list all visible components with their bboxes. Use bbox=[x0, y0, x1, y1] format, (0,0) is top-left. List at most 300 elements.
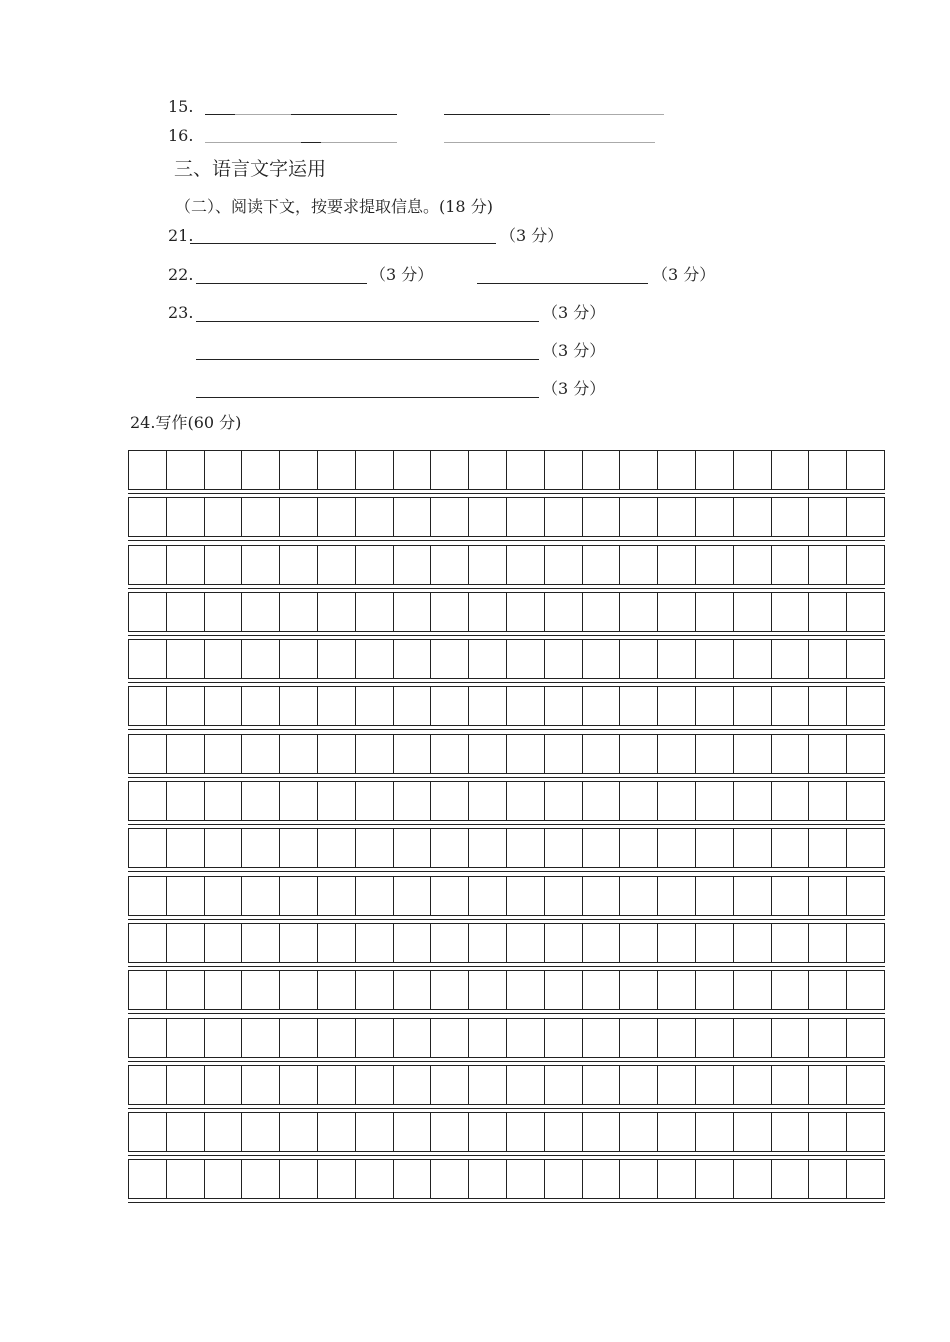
grid-cell[interactable] bbox=[318, 877, 356, 915]
grid-cell[interactable] bbox=[431, 640, 469, 678]
grid-cell[interactable] bbox=[507, 1066, 545, 1104]
grid-cell[interactable] bbox=[318, 498, 356, 536]
grid-cell[interactable] bbox=[280, 640, 318, 678]
q15-answer-line-1c[interactable] bbox=[291, 114, 397, 115]
grid-cell[interactable] bbox=[469, 640, 507, 678]
grid-cell[interactable] bbox=[356, 640, 394, 678]
grid-cell[interactable] bbox=[167, 593, 205, 631]
grid-cell[interactable] bbox=[545, 971, 583, 1009]
grid-cell[interactable] bbox=[772, 451, 810, 489]
grid-cell[interactable] bbox=[734, 1113, 772, 1151]
grid-cell[interactable] bbox=[205, 546, 243, 584]
grid-cell[interactable] bbox=[847, 1113, 884, 1151]
grid-cell[interactable] bbox=[280, 735, 318, 773]
grid-cell[interactable] bbox=[356, 1113, 394, 1151]
grid-cell[interactable] bbox=[507, 971, 545, 1009]
grid-cell[interactable] bbox=[583, 451, 621, 489]
grid-cell[interactable] bbox=[507, 1113, 545, 1151]
grid-cell[interactable] bbox=[620, 687, 658, 725]
grid-cell[interactable] bbox=[205, 782, 243, 820]
grid-cell[interactable] bbox=[772, 498, 810, 536]
grid-cell[interactable] bbox=[356, 782, 394, 820]
grid-cell[interactable] bbox=[242, 1160, 280, 1198]
grid-cell[interactable] bbox=[772, 593, 810, 631]
grid-cell[interactable] bbox=[583, 829, 621, 867]
grid-cell[interactable] bbox=[772, 924, 810, 962]
grid-cell[interactable] bbox=[545, 1113, 583, 1151]
grid-cell[interactable] bbox=[167, 1160, 205, 1198]
q21-answer-line[interactable] bbox=[190, 243, 496, 244]
grid-cell[interactable] bbox=[205, 640, 243, 678]
grid-cell[interactable] bbox=[167, 1066, 205, 1104]
grid-cell[interactable] bbox=[129, 593, 167, 631]
grid-cell[interactable] bbox=[129, 1113, 167, 1151]
grid-cell[interactable] bbox=[431, 1019, 469, 1057]
grid-cell[interactable] bbox=[696, 1066, 734, 1104]
grid-cell[interactable] bbox=[394, 1066, 432, 1104]
grid-cell[interactable] bbox=[696, 451, 734, 489]
grid-cell[interactable] bbox=[280, 829, 318, 867]
grid-cell[interactable] bbox=[545, 829, 583, 867]
grid-cell[interactable] bbox=[809, 546, 847, 584]
grid-cell[interactable] bbox=[431, 451, 469, 489]
grid-cell[interactable] bbox=[507, 735, 545, 773]
grid-cell[interactable] bbox=[658, 593, 696, 631]
grid-cell[interactable] bbox=[469, 451, 507, 489]
grid-cell[interactable] bbox=[356, 1019, 394, 1057]
grid-cell[interactable] bbox=[394, 546, 432, 584]
q15-answer-line-1a[interactable] bbox=[205, 114, 235, 115]
grid-cell[interactable] bbox=[280, 498, 318, 536]
grid-cell[interactable] bbox=[772, 1113, 810, 1151]
grid-cell[interactable] bbox=[696, 1160, 734, 1198]
grid-cell[interactable] bbox=[734, 829, 772, 867]
grid-cell[interactable] bbox=[620, 829, 658, 867]
q16-answer-line-2[interactable] bbox=[444, 142, 655, 143]
q22-answer-line-1[interactable] bbox=[196, 283, 367, 284]
grid-cell[interactable] bbox=[734, 735, 772, 773]
grid-cell[interactable] bbox=[734, 782, 772, 820]
grid-cell[interactable] bbox=[772, 687, 810, 725]
grid-cell[interactable] bbox=[318, 1113, 356, 1151]
grid-cell[interactable] bbox=[583, 924, 621, 962]
grid-cell[interactable] bbox=[734, 687, 772, 725]
grid-cell[interactable] bbox=[696, 924, 734, 962]
grid-cell[interactable] bbox=[431, 593, 469, 631]
grid-cell[interactable] bbox=[205, 971, 243, 1009]
grid-cell[interactable] bbox=[167, 451, 205, 489]
grid-cell[interactable] bbox=[658, 546, 696, 584]
grid-cell[interactable] bbox=[431, 687, 469, 725]
grid-cell[interactable] bbox=[318, 451, 356, 489]
grid-cell[interactable] bbox=[394, 735, 432, 773]
q16-answer-line-1b[interactable] bbox=[301, 142, 321, 143]
grid-cell[interactable] bbox=[469, 1160, 507, 1198]
grid-cell[interactable] bbox=[734, 971, 772, 1009]
grid-cell[interactable] bbox=[431, 1160, 469, 1198]
grid-cell[interactable] bbox=[394, 1019, 432, 1057]
grid-cell[interactable] bbox=[242, 971, 280, 1009]
grid-cell[interactable] bbox=[356, 877, 394, 915]
grid-cell[interactable] bbox=[242, 829, 280, 867]
grid-cell[interactable] bbox=[809, 1113, 847, 1151]
grid-cell[interactable] bbox=[809, 1019, 847, 1057]
grid-cell[interactable] bbox=[242, 1113, 280, 1151]
grid-cell[interactable] bbox=[583, 1160, 621, 1198]
grid-cell[interactable] bbox=[809, 498, 847, 536]
grid-cell[interactable] bbox=[356, 735, 394, 773]
grid-cell[interactable] bbox=[129, 782, 167, 820]
grid-cell[interactable] bbox=[469, 546, 507, 584]
grid-cell[interactable] bbox=[545, 1160, 583, 1198]
grid-cell[interactable] bbox=[734, 1019, 772, 1057]
grid-cell[interactable] bbox=[242, 877, 280, 915]
grid-cell[interactable] bbox=[545, 1019, 583, 1057]
grid-cell[interactable] bbox=[280, 546, 318, 584]
grid-cell[interactable] bbox=[431, 735, 469, 773]
grid-cell[interactable] bbox=[734, 877, 772, 915]
grid-cell[interactable] bbox=[734, 924, 772, 962]
grid-cell[interactable] bbox=[847, 498, 884, 536]
grid-cell[interactable] bbox=[167, 687, 205, 725]
q15-answer-line-1b[interactable] bbox=[235, 114, 291, 115]
grid-cell[interactable] bbox=[658, 829, 696, 867]
grid-cell[interactable] bbox=[242, 640, 280, 678]
grid-cell[interactable] bbox=[318, 924, 356, 962]
grid-cell[interactable] bbox=[356, 829, 394, 867]
grid-cell[interactable] bbox=[205, 1066, 243, 1104]
grid-cell[interactable] bbox=[242, 546, 280, 584]
grid-cell[interactable] bbox=[545, 451, 583, 489]
grid-cell[interactable] bbox=[205, 1019, 243, 1057]
grid-cell[interactable] bbox=[431, 1066, 469, 1104]
grid-cell[interactable] bbox=[696, 877, 734, 915]
grid-cell[interactable] bbox=[772, 782, 810, 820]
grid-cell[interactable] bbox=[318, 829, 356, 867]
grid-cell[interactable] bbox=[545, 924, 583, 962]
grid-cell[interactable] bbox=[583, 687, 621, 725]
grid-cell[interactable] bbox=[620, 735, 658, 773]
grid-cell[interactable] bbox=[847, 687, 884, 725]
grid-cell[interactable] bbox=[847, 1066, 884, 1104]
grid-cell[interactable] bbox=[469, 687, 507, 725]
grid-cell[interactable] bbox=[809, 1066, 847, 1104]
grid-cell[interactable] bbox=[431, 1113, 469, 1151]
grid-cell[interactable] bbox=[583, 640, 621, 678]
grid-cell[interactable] bbox=[129, 687, 167, 725]
grid-cell[interactable] bbox=[280, 451, 318, 489]
grid-cell[interactable] bbox=[696, 546, 734, 584]
grid-cell[interactable] bbox=[734, 640, 772, 678]
grid-cell[interactable] bbox=[280, 1113, 318, 1151]
grid-cell[interactable] bbox=[356, 971, 394, 1009]
grid-cell[interactable] bbox=[507, 498, 545, 536]
grid-cell[interactable] bbox=[507, 593, 545, 631]
grid-cell[interactable] bbox=[167, 498, 205, 536]
grid-cell[interactable] bbox=[658, 877, 696, 915]
grid-cell[interactable] bbox=[280, 687, 318, 725]
grid-cell[interactable] bbox=[318, 593, 356, 631]
grid-cell[interactable] bbox=[205, 1113, 243, 1151]
grid-cell[interactable] bbox=[545, 546, 583, 584]
grid-cell[interactable] bbox=[583, 546, 621, 584]
grid-cell[interactable] bbox=[809, 971, 847, 1009]
grid-cell[interactable] bbox=[847, 735, 884, 773]
grid-cell[interactable] bbox=[734, 546, 772, 584]
grid-cell[interactable] bbox=[205, 1160, 243, 1198]
grid-cell[interactable] bbox=[696, 1019, 734, 1057]
grid-cell[interactable] bbox=[394, 1113, 432, 1151]
grid-cell[interactable] bbox=[583, 1019, 621, 1057]
grid-cell[interactable] bbox=[696, 640, 734, 678]
q23-answer-line-2[interactable] bbox=[196, 359, 539, 360]
grid-cell[interactable] bbox=[620, 924, 658, 962]
grid-cell[interactable] bbox=[620, 546, 658, 584]
grid-cell[interactable] bbox=[280, 1019, 318, 1057]
grid-cell[interactable] bbox=[167, 735, 205, 773]
grid-cell[interactable] bbox=[809, 829, 847, 867]
grid-cell[interactable] bbox=[809, 924, 847, 962]
grid-cell[interactable] bbox=[280, 877, 318, 915]
grid-cell[interactable] bbox=[772, 1066, 810, 1104]
grid-cell[interactable] bbox=[507, 877, 545, 915]
grid-cell[interactable] bbox=[847, 971, 884, 1009]
grid-cell[interactable] bbox=[469, 829, 507, 867]
grid-cell[interactable] bbox=[620, 593, 658, 631]
grid-cell[interactable] bbox=[129, 1019, 167, 1057]
grid-cell[interactable] bbox=[394, 451, 432, 489]
grid-cell[interactable] bbox=[772, 829, 810, 867]
grid-cell[interactable] bbox=[809, 451, 847, 489]
grid-cell[interactable] bbox=[658, 498, 696, 536]
grid-cell[interactable] bbox=[696, 1113, 734, 1151]
grid-cell[interactable] bbox=[394, 593, 432, 631]
grid-cell[interactable] bbox=[431, 546, 469, 584]
grid-cell[interactable] bbox=[318, 1019, 356, 1057]
grid-cell[interactable] bbox=[356, 687, 394, 725]
grid-cell[interactable] bbox=[809, 735, 847, 773]
grid-cell[interactable] bbox=[658, 924, 696, 962]
grid-cell[interactable] bbox=[620, 451, 658, 489]
grid-cell[interactable] bbox=[658, 1066, 696, 1104]
grid-cell[interactable] bbox=[809, 877, 847, 915]
grid-cell[interactable] bbox=[545, 593, 583, 631]
grid-cell[interactable] bbox=[394, 877, 432, 915]
grid-cell[interactable] bbox=[167, 546, 205, 584]
composition-grid[interactable] bbox=[128, 450, 885, 1207]
grid-cell[interactable] bbox=[431, 498, 469, 536]
grid-cell[interactable] bbox=[809, 1160, 847, 1198]
grid-cell[interactable] bbox=[620, 782, 658, 820]
grid-cell[interactable] bbox=[583, 735, 621, 773]
grid-cell[interactable] bbox=[583, 782, 621, 820]
grid-cell[interactable] bbox=[772, 640, 810, 678]
grid-cell[interactable] bbox=[847, 782, 884, 820]
grid-cell[interactable] bbox=[507, 829, 545, 867]
grid-cell[interactable] bbox=[507, 451, 545, 489]
grid-cell[interactable] bbox=[318, 971, 356, 1009]
q16-answer-line-1c[interactable] bbox=[321, 142, 397, 143]
grid-cell[interactable] bbox=[167, 924, 205, 962]
grid-cell[interactable] bbox=[242, 451, 280, 489]
grid-cell[interactable] bbox=[583, 877, 621, 915]
grid-cell[interactable] bbox=[431, 829, 469, 867]
grid-cell[interactable] bbox=[318, 1066, 356, 1104]
grid-cell[interactable] bbox=[318, 1160, 356, 1198]
grid-cell[interactable] bbox=[242, 498, 280, 536]
grid-cell[interactable] bbox=[242, 1066, 280, 1104]
grid-cell[interactable] bbox=[394, 1160, 432, 1198]
grid-cell[interactable] bbox=[847, 1019, 884, 1057]
grid-cell[interactable] bbox=[583, 971, 621, 1009]
grid-cell[interactable] bbox=[658, 782, 696, 820]
grid-cell[interactable] bbox=[620, 498, 658, 536]
grid-cell[interactable] bbox=[658, 1160, 696, 1198]
grid-cell[interactable] bbox=[620, 1019, 658, 1057]
grid-cell[interactable] bbox=[658, 735, 696, 773]
grid-cell[interactable] bbox=[847, 451, 884, 489]
grid-cell[interactable] bbox=[242, 924, 280, 962]
grid-cell[interactable] bbox=[809, 640, 847, 678]
grid-cell[interactable] bbox=[545, 1066, 583, 1104]
grid-cell[interactable] bbox=[205, 924, 243, 962]
grid-cell[interactable] bbox=[356, 1066, 394, 1104]
grid-cell[interactable] bbox=[431, 924, 469, 962]
grid-cell[interactable] bbox=[469, 498, 507, 536]
grid-cell[interactable] bbox=[129, 498, 167, 536]
grid-cell[interactable] bbox=[696, 782, 734, 820]
grid-cell[interactable] bbox=[583, 593, 621, 631]
grid-cell[interactable] bbox=[469, 1019, 507, 1057]
grid-cell[interactable] bbox=[318, 782, 356, 820]
grid-cell[interactable] bbox=[658, 971, 696, 1009]
grid-cell[interactable] bbox=[734, 451, 772, 489]
grid-cell[interactable] bbox=[696, 971, 734, 1009]
grid-cell[interactable] bbox=[242, 593, 280, 631]
grid-cell[interactable] bbox=[545, 782, 583, 820]
grid-cell[interactable] bbox=[205, 877, 243, 915]
grid-cell[interactable] bbox=[167, 640, 205, 678]
grid-cell[interactable] bbox=[205, 829, 243, 867]
grid-cell[interactable] bbox=[394, 498, 432, 536]
grid-cell[interactable] bbox=[658, 1113, 696, 1151]
grid-cell[interactable] bbox=[469, 735, 507, 773]
grid-cell[interactable] bbox=[545, 687, 583, 725]
grid-cell[interactable] bbox=[280, 593, 318, 631]
grid-cell[interactable] bbox=[129, 451, 167, 489]
grid-cell[interactable] bbox=[772, 1019, 810, 1057]
grid-cell[interactable] bbox=[129, 1066, 167, 1104]
grid-cell[interactable] bbox=[469, 971, 507, 1009]
q15-answer-line-2a[interactable] bbox=[444, 114, 550, 115]
grid-cell[interactable] bbox=[772, 877, 810, 915]
grid-cell[interactable] bbox=[469, 877, 507, 915]
grid-cell[interactable] bbox=[734, 1160, 772, 1198]
grid-cell[interactable] bbox=[205, 735, 243, 773]
grid-cell[interactable] bbox=[242, 735, 280, 773]
grid-cell[interactable] bbox=[431, 971, 469, 1009]
grid-cell[interactable] bbox=[129, 640, 167, 678]
grid-cell[interactable] bbox=[280, 971, 318, 1009]
grid-cell[interactable] bbox=[545, 735, 583, 773]
grid-cell[interactable] bbox=[545, 498, 583, 536]
q15-answer-line-2b[interactable] bbox=[550, 114, 664, 115]
grid-cell[interactable] bbox=[507, 1019, 545, 1057]
grid-cell[interactable] bbox=[469, 924, 507, 962]
grid-cell[interactable] bbox=[129, 924, 167, 962]
grid-cell[interactable] bbox=[696, 498, 734, 536]
grid-cell[interactable] bbox=[507, 640, 545, 678]
grid-cell[interactable] bbox=[205, 687, 243, 725]
grid-cell[interactable] bbox=[167, 971, 205, 1009]
grid-cell[interactable] bbox=[620, 640, 658, 678]
q23-answer-line-1[interactable] bbox=[196, 321, 539, 322]
grid-cell[interactable] bbox=[280, 924, 318, 962]
grid-cell[interactable] bbox=[620, 1113, 658, 1151]
grid-cell[interactable] bbox=[205, 451, 243, 489]
grid-cell[interactable] bbox=[696, 829, 734, 867]
grid-cell[interactable] bbox=[809, 687, 847, 725]
grid-cell[interactable] bbox=[847, 1160, 884, 1198]
grid-cell[interactable] bbox=[658, 687, 696, 725]
grid-cell[interactable] bbox=[469, 593, 507, 631]
grid-cell[interactable] bbox=[772, 1160, 810, 1198]
grid-cell[interactable] bbox=[356, 451, 394, 489]
grid-cell[interactable] bbox=[394, 924, 432, 962]
grid-cell[interactable] bbox=[658, 640, 696, 678]
grid-cell[interactable] bbox=[318, 735, 356, 773]
grid-cell[interactable] bbox=[280, 782, 318, 820]
grid-cell[interactable] bbox=[507, 687, 545, 725]
grid-cell[interactable] bbox=[129, 877, 167, 915]
grid-cell[interactable] bbox=[356, 498, 394, 536]
grid-cell[interactable] bbox=[356, 1160, 394, 1198]
grid-cell[interactable] bbox=[507, 924, 545, 962]
grid-cell[interactable] bbox=[280, 1066, 318, 1104]
grid-cell[interactable] bbox=[658, 451, 696, 489]
grid-cell[interactable] bbox=[809, 782, 847, 820]
grid-cell[interactable] bbox=[129, 971, 167, 1009]
grid-cell[interactable] bbox=[847, 593, 884, 631]
grid-cell[interactable] bbox=[507, 782, 545, 820]
grid-cell[interactable] bbox=[847, 546, 884, 584]
grid-cell[interactable] bbox=[167, 829, 205, 867]
grid-cell[interactable] bbox=[469, 1113, 507, 1151]
grid-cell[interactable] bbox=[734, 498, 772, 536]
grid-cell[interactable] bbox=[129, 546, 167, 584]
grid-cell[interactable] bbox=[129, 1160, 167, 1198]
grid-cell[interactable] bbox=[809, 593, 847, 631]
grid-cell[interactable] bbox=[167, 782, 205, 820]
grid-cell[interactable] bbox=[847, 829, 884, 867]
grid-cell[interactable] bbox=[847, 640, 884, 678]
grid-cell[interactable] bbox=[431, 877, 469, 915]
grid-cell[interactable] bbox=[507, 1160, 545, 1198]
grid-cell[interactable] bbox=[318, 546, 356, 584]
grid-cell[interactable] bbox=[205, 593, 243, 631]
grid-cell[interactable] bbox=[583, 498, 621, 536]
grid-cell[interactable] bbox=[431, 782, 469, 820]
grid-cell[interactable] bbox=[734, 593, 772, 631]
grid-cell[interactable] bbox=[620, 877, 658, 915]
grid-cell[interactable] bbox=[620, 971, 658, 1009]
grid-cell[interactable] bbox=[507, 546, 545, 584]
grid-cell[interactable] bbox=[847, 924, 884, 962]
q22-answer-line-2[interactable] bbox=[477, 283, 648, 284]
grid-cell[interactable] bbox=[129, 735, 167, 773]
grid-cell[interactable] bbox=[280, 1160, 318, 1198]
grid-cell[interactable] bbox=[469, 782, 507, 820]
